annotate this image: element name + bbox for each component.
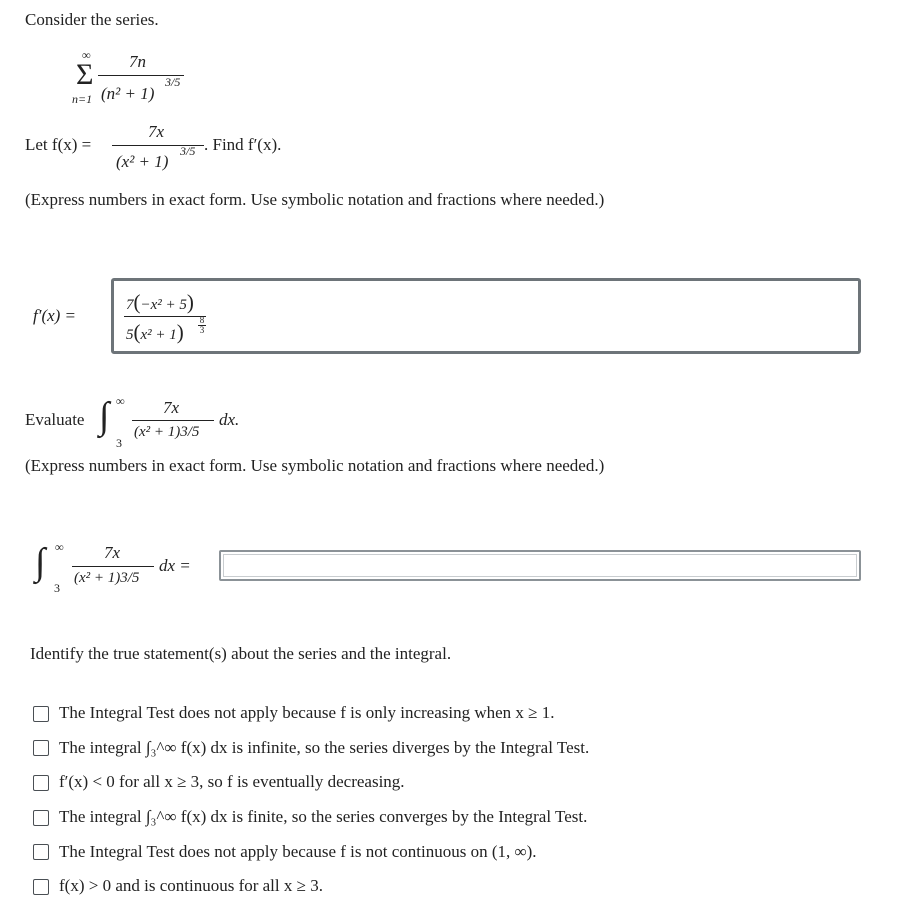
answer-exp-num: 8: [199, 315, 205, 325]
answer-integral-denominator: (x² + 1)3/5: [74, 570, 140, 586]
integral-dx: dx.: [219, 410, 240, 429]
sum-upper-limit: ∞: [82, 48, 91, 62]
option-checkbox-4[interactable]: [33, 810, 49, 826]
f-denominator-exponent: 3/5: [180, 144, 196, 158]
answer-integral-lower: 3: [54, 581, 60, 595]
f-numerator: 7x: [148, 122, 165, 141]
answer-num-inner: −x² + 5: [140, 297, 187, 313]
integral-answer-input[interactable]: [219, 550, 861, 581]
option-checkbox-2[interactable]: [33, 740, 49, 756]
part2-instructions: (Express numbers in exact form. Use symbolic notation and fractions where needed.): [25, 456, 605, 475]
option-label-1[interactable]: The Integral Test does not apply because f is only increasing when x ≥ 1.: [59, 703, 555, 722]
option-label-6[interactable]: f(x) > 0 and is continuous for all x ≥ 3.: [59, 876, 323, 895]
derivative-answer-box[interactable]: [111, 278, 861, 354]
series-numerator: 7n: [129, 52, 146, 71]
part1-instructions: (Express numbers in exact form. Use symbolic notation and fractions where needed.): [25, 190, 605, 209]
integral-sign: ∫: [99, 395, 110, 437]
answer-den-exponent: [198, 316, 206, 335]
answer-den-coeff: 5: [126, 327, 134, 343]
integral-numerator: 7x: [163, 398, 180, 417]
integral-fraction-bar: [132, 420, 214, 421]
option-checkbox-1[interactable]: [33, 706, 49, 722]
f-denominator-base: (x² + 1): [116, 152, 169, 171]
sigma-symbol: Σ: [76, 58, 94, 91]
find-derivative-text: . Find f′(x).: [204, 135, 282, 154]
answer-integral-sign: ∫: [35, 541, 46, 583]
sum-lower-limit: n=1: [72, 92, 93, 106]
intro-text: Consider the series.: [25, 10, 159, 29]
answer-fraction-bar: [124, 316, 206, 317]
integral-answer-field[interactable]: [223, 554, 857, 577]
let-f-label: Let f(x) =: [25, 135, 92, 154]
answer-exp-den: 3: [199, 325, 205, 335]
option-label-2[interactable]: The integral ∫₃^∞ f(x) dx is infinite, so the series diverges by the Integral Test.: [59, 738, 590, 757]
answer-integral-fraction-bar: [72, 566, 154, 567]
option-label-3[interactable]: f′(x) < 0 for all x ≥ 3, so f is eventually decreasing.: [59, 772, 405, 791]
answer-denominator: 5(x² + 1): [126, 320, 184, 344]
option-checkbox-3[interactable]: [33, 775, 49, 791]
series-denominator-exponent: 3/5: [165, 75, 181, 89]
option-label-4[interactable]: The integral ∫₃^∞ f(x) dx is finite, so the series converges by the Integral Test.: [59, 807, 588, 826]
integral-lower-limit: 3: [116, 436, 122, 450]
integral-denominator: (x² + 1)3/5: [134, 424, 200, 440]
answer-integral-numerator: 7x: [104, 543, 121, 562]
answer-dx-equals: dx =: [159, 556, 191, 575]
option-label-5[interactable]: The Integral Test does not apply because f is not continuous on (1, ∞).: [59, 842, 537, 861]
series-denominator-base: (n² + 1): [101, 84, 155, 103]
derivative-answer-label: f′(x) =: [33, 306, 77, 325]
option-checkbox-5[interactable]: [33, 844, 49, 860]
answer-num-coeff: 7: [126, 297, 134, 313]
answer-integral-upper: ∞: [55, 540, 64, 554]
evaluate-label: Evaluate: [25, 410, 85, 429]
option-checkbox-6[interactable]: [33, 879, 49, 895]
answer-den-inner: x² + 1: [140, 327, 177, 343]
answer-numerator: 7(−x² + 5): [126, 290, 194, 314]
integral-upper-limit: ∞: [116, 394, 125, 408]
part3-prompt: Identify the true statement(s) about the series and the integral.: [30, 644, 452, 663]
